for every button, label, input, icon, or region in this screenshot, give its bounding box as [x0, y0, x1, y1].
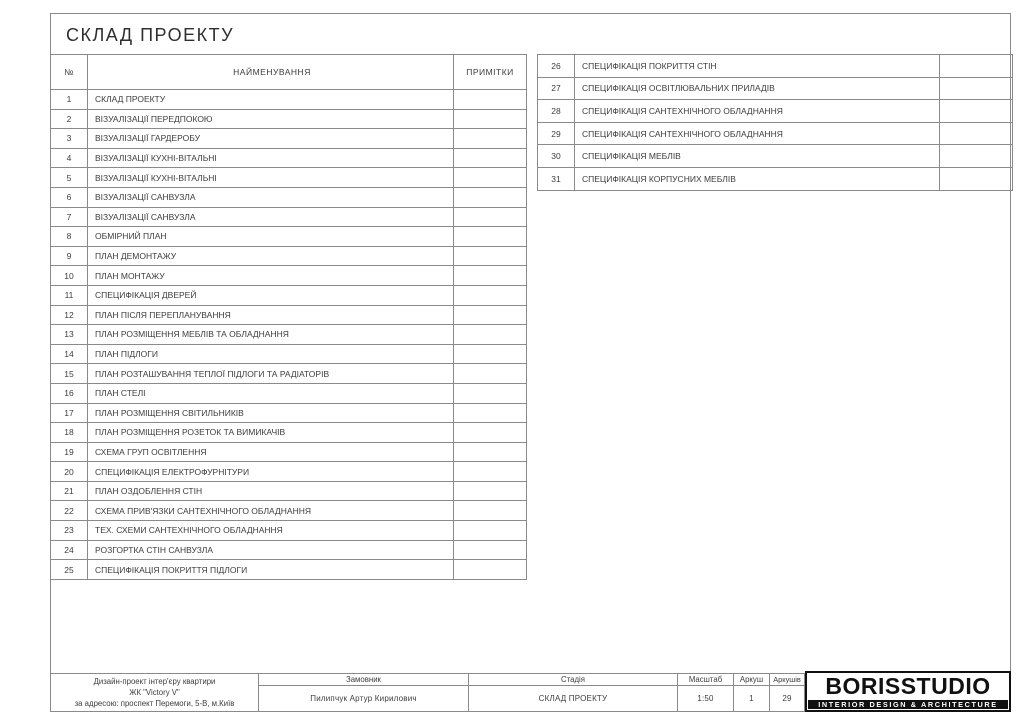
scale-cell — [678, 674, 734, 711]
table-row — [51, 403, 527, 423]
project-info-line1: Дизайн-проект інтер'єру квартири — [93, 677, 216, 686]
studio-logo-tagline: INTERIOR DESIGN & ARCHITECTURE — [808, 700, 1008, 709]
stage-value: СКЛАД ПРОЕКТУ — [538, 694, 608, 703]
table-row — [51, 266, 527, 286]
row-note-cell — [454, 423, 527, 443]
table-header — [51, 55, 527, 90]
row-name-cell: СПЕЦИФІКАЦІЯ ЕЛЕКТРОФУРНІТУРИ — [88, 462, 454, 482]
row-number-cell: 13 — [51, 325, 88, 345]
row-note-cell — [454, 325, 527, 345]
row-number-cell: 21 — [51, 481, 88, 501]
page-title: СКЛАД ПРОЕКТУ — [66, 25, 235, 45]
row-name-cell: СПЕЦИФІКАЦІЯ САНТЕХНІЧНОГО ОБЛАДНАННЯ — [575, 122, 940, 145]
row-note-cell — [454, 227, 527, 247]
row-note-cell — [940, 122, 1013, 145]
row-note-cell — [454, 246, 527, 266]
table-row — [51, 481, 527, 501]
row-name-cell: ПЛАН РОЗМІЩЕННЯ РОЗЕТОК ТА ВИМИКАЧІВ — [88, 423, 454, 443]
row-number-cell: 7 — [51, 207, 88, 227]
sheet-count-label: Аркушів — [770, 674, 804, 686]
row-name-cell: ПЛАН ПІСЛЯ ПЕРЕПЛАНУВАННЯ — [88, 305, 454, 325]
row-number-cell: 1 — [51, 90, 88, 110]
row-name-cell: ТЕХ. СХЕМИ САНТЕХНІЧНОГО ОБЛАДНАННЯ — [88, 521, 454, 541]
row-note-cell — [454, 403, 527, 423]
row-name-cell: ВІЗУАЛІЗАЦІЇ КУХНІ-ВІТАЛЬНІ — [88, 148, 454, 168]
table-row — [51, 227, 527, 247]
project-info-line2: ЖК "Victory V" — [129, 688, 180, 697]
row-name-cell: ПЛАН МОНТАЖУ — [88, 266, 454, 286]
row-note-cell — [454, 129, 527, 149]
scale-value: 1:50 — [697, 694, 714, 703]
row-note-cell — [454, 481, 527, 501]
row-name-cell: СПЕЦИФІКАЦІЯ ПОКРИТТЯ СТІН — [575, 55, 940, 78]
row-name-cell: СПЕЦИФІКАЦІЯ КОРПУСНИХ МЕБЛІВ — [575, 167, 940, 190]
row-note-cell — [940, 167, 1013, 190]
table-row — [51, 501, 527, 521]
row-number-cell: 22 — [51, 501, 88, 521]
table-row — [51, 207, 527, 227]
table-row — [51, 344, 527, 364]
row-name-cell: ПЛАН РОЗМІЩЕННЯ СВІТИЛЬНИКІВ — [88, 403, 454, 423]
row-number-cell: 26 — [538, 55, 575, 78]
row-number-cell: 12 — [51, 305, 88, 325]
row-note-cell — [454, 187, 527, 207]
row-note-cell — [454, 383, 527, 403]
table-row — [51, 521, 527, 541]
row-note-cell — [454, 540, 527, 560]
header-name: НАЙМЕНУВАННЯ — [88, 55, 454, 90]
row-name-cell: ПЛАН РОЗМІЩЕННЯ МЕБЛІВ ТА ОБЛАДНАННЯ — [88, 325, 454, 345]
sheet-number-label: Аркуш — [734, 674, 769, 686]
row-name-cell: ВІЗУАЛІЗАЦІЇ ПЕРЕДПОКОЮ — [88, 109, 454, 129]
drawing-sheet-frame — [50, 13, 1011, 712]
row-number-cell: 8 — [51, 227, 88, 247]
row-note-cell — [454, 207, 527, 227]
stage-cell — [469, 674, 678, 711]
row-number-cell: 16 — [51, 383, 88, 403]
row-note-cell — [454, 521, 527, 541]
header-number: № — [51, 55, 88, 90]
row-name-cell: ВІЗУАЛІЗАЦІЇ ГАРДЕРОБУ — [88, 129, 454, 149]
row-number-cell: 3 — [51, 129, 88, 149]
row-name-cell: СПЕЦИФІКАЦІЯ ОСВІТЛЮВАЛЬНИХ ПРИЛАДІВ — [575, 77, 940, 100]
table-row — [51, 148, 527, 168]
table-row — [51, 540, 527, 560]
table-header-row — [51, 55, 527, 90]
table-row — [51, 325, 527, 345]
table-row — [51, 187, 527, 207]
row-note-cell — [454, 109, 527, 129]
table-row — [51, 560, 527, 580]
project-info-cell — [51, 674, 259, 711]
row-number-cell: 10 — [51, 266, 88, 286]
sheet-count-value: 29 — [782, 694, 792, 703]
row-number-cell: 14 — [51, 344, 88, 364]
table-row — [51, 442, 527, 462]
row-number-cell: 18 — [51, 423, 88, 443]
sheet-count-cell — [770, 674, 805, 711]
row-name-cell: ВІЗУАЛІЗАЦІЇ КУХНІ-ВІТАЛЬНІ — [88, 168, 454, 188]
project-contents-table-left — [50, 54, 527, 580]
row-name-cell: ПЛАН ПІДЛОГИ — [88, 344, 454, 364]
row-number-cell: 25 — [51, 560, 88, 580]
row-note-cell — [454, 442, 527, 462]
client-value: Пилипчук Артур Кирилович — [310, 694, 417, 703]
row-note-cell — [454, 344, 527, 364]
project-contents-table-right — [537, 54, 1013, 191]
studio-logo — [805, 671, 1011, 712]
title-block — [50, 673, 1011, 712]
row-name-cell: СПЕЦИФІКАЦІЯ ПОКРИТТЯ ПІДЛОГИ — [88, 560, 454, 580]
row-number-cell: 9 — [51, 246, 88, 266]
row-name-cell: ПЛАН ДЕМОНТАЖУ — [88, 246, 454, 266]
row-note-cell — [454, 364, 527, 384]
row-name-cell: ПЛАН РОЗТАШУВАННЯ ТЕПЛОЇ ПІДЛОГИ ТА РАДІАТОРІВ — [88, 364, 454, 384]
sheet-number-cell — [734, 674, 770, 711]
table-row — [538, 55, 1013, 78]
table-row — [51, 109, 527, 129]
stage-label: Стадія — [469, 674, 677, 686]
table-row — [51, 383, 527, 403]
header-notes: ПРИМІТКИ — [454, 55, 527, 90]
scale-label: Масштаб — [678, 674, 733, 686]
row-name-cell: СХЕМА ГРУП ОСВІТЛЕННЯ — [88, 442, 454, 462]
row-number-cell: 4 — [51, 148, 88, 168]
table-row — [51, 462, 527, 482]
row-name-cell: СКЛАД ПРОЕКТУ — [88, 90, 454, 110]
row-number-cell: 23 — [51, 521, 88, 541]
row-number-cell: 28 — [538, 100, 575, 123]
row-number-cell: 19 — [51, 442, 88, 462]
row-number-cell: 24 — [51, 540, 88, 560]
table-row — [51, 129, 527, 149]
row-name-cell: СПЕЦИФІКАЦІЯ МЕБЛІВ — [575, 145, 940, 168]
row-note-cell — [454, 148, 527, 168]
row-name-cell: ПЛАН СТЕЛІ — [88, 383, 454, 403]
row-note-cell — [940, 77, 1013, 100]
row-number-cell: 11 — [51, 285, 88, 305]
row-number-cell: 27 — [538, 77, 575, 100]
table-row — [538, 145, 1013, 168]
row-number-cell: 20 — [51, 462, 88, 482]
project-info-line3: за адресою: проспект Перемоги, 5-В, м.Київ — [74, 699, 235, 708]
row-note-cell — [454, 266, 527, 286]
table-row — [51, 364, 527, 384]
table-row — [51, 285, 527, 305]
table-row — [538, 100, 1013, 123]
row-note-cell — [940, 145, 1013, 168]
row-note-cell — [454, 168, 527, 188]
client-cell — [259, 674, 469, 711]
row-name-cell: ПЛАН ОЗДОБЛЕННЯ СТІН — [88, 481, 454, 501]
row-number-cell: 2 — [51, 109, 88, 129]
row-note-cell — [454, 560, 527, 580]
row-number-cell: 5 — [51, 168, 88, 188]
table-row — [51, 423, 527, 443]
row-note-cell — [454, 462, 527, 482]
row-number-cell: 17 — [51, 403, 88, 423]
studio-logo-name: BORISSTUDIO — [825, 673, 991, 699]
row-name-cell: РОЗГОРТКА СТІН САНВУЗЛА — [88, 540, 454, 560]
row-number-cell: 29 — [538, 122, 575, 145]
studio-logo-cell — [805, 674, 1010, 711]
row-name-cell: ВІЗУАЛІЗАЦІЇ САНВУЗЛА — [88, 207, 454, 227]
row-name-cell: СПЕЦИФІКАЦІЯ ДВЕРЕЙ — [88, 285, 454, 305]
table-row — [51, 246, 527, 266]
row-note-cell — [454, 90, 527, 110]
row-note-cell — [454, 285, 527, 305]
row-name-cell: ОБМІРНИЙ ПЛАН — [88, 227, 454, 247]
row-note-cell — [940, 100, 1013, 123]
table-row — [538, 77, 1013, 100]
row-name-cell: СХЕМА ПРИВ'ЯЗКИ САНТЕХНІЧНОГО ОБЛАДНАННЯ — [88, 501, 454, 521]
sheet-number-value: 1 — [749, 694, 754, 703]
row-name-cell: СПЕЦИФІКАЦІЯ САНТЕХНІЧНОГО ОБЛАДНАННЯ — [575, 100, 940, 123]
row-number-cell: 30 — [538, 145, 575, 168]
row-note-cell — [454, 501, 527, 521]
row-note-cell — [454, 305, 527, 325]
row-number-cell: 15 — [51, 364, 88, 384]
table-row — [51, 305, 527, 325]
row-number-cell: 6 — [51, 187, 88, 207]
table-row — [51, 90, 527, 110]
row-note-cell — [940, 55, 1013, 78]
row-number-cell: 31 — [538, 167, 575, 190]
client-label: Замовник — [259, 674, 468, 686]
table-row — [51, 168, 527, 188]
row-name-cell: ВІЗУАЛІЗАЦІЇ САНВУЗЛА — [88, 187, 454, 207]
table-row — [538, 122, 1013, 145]
table-row — [538, 167, 1013, 190]
